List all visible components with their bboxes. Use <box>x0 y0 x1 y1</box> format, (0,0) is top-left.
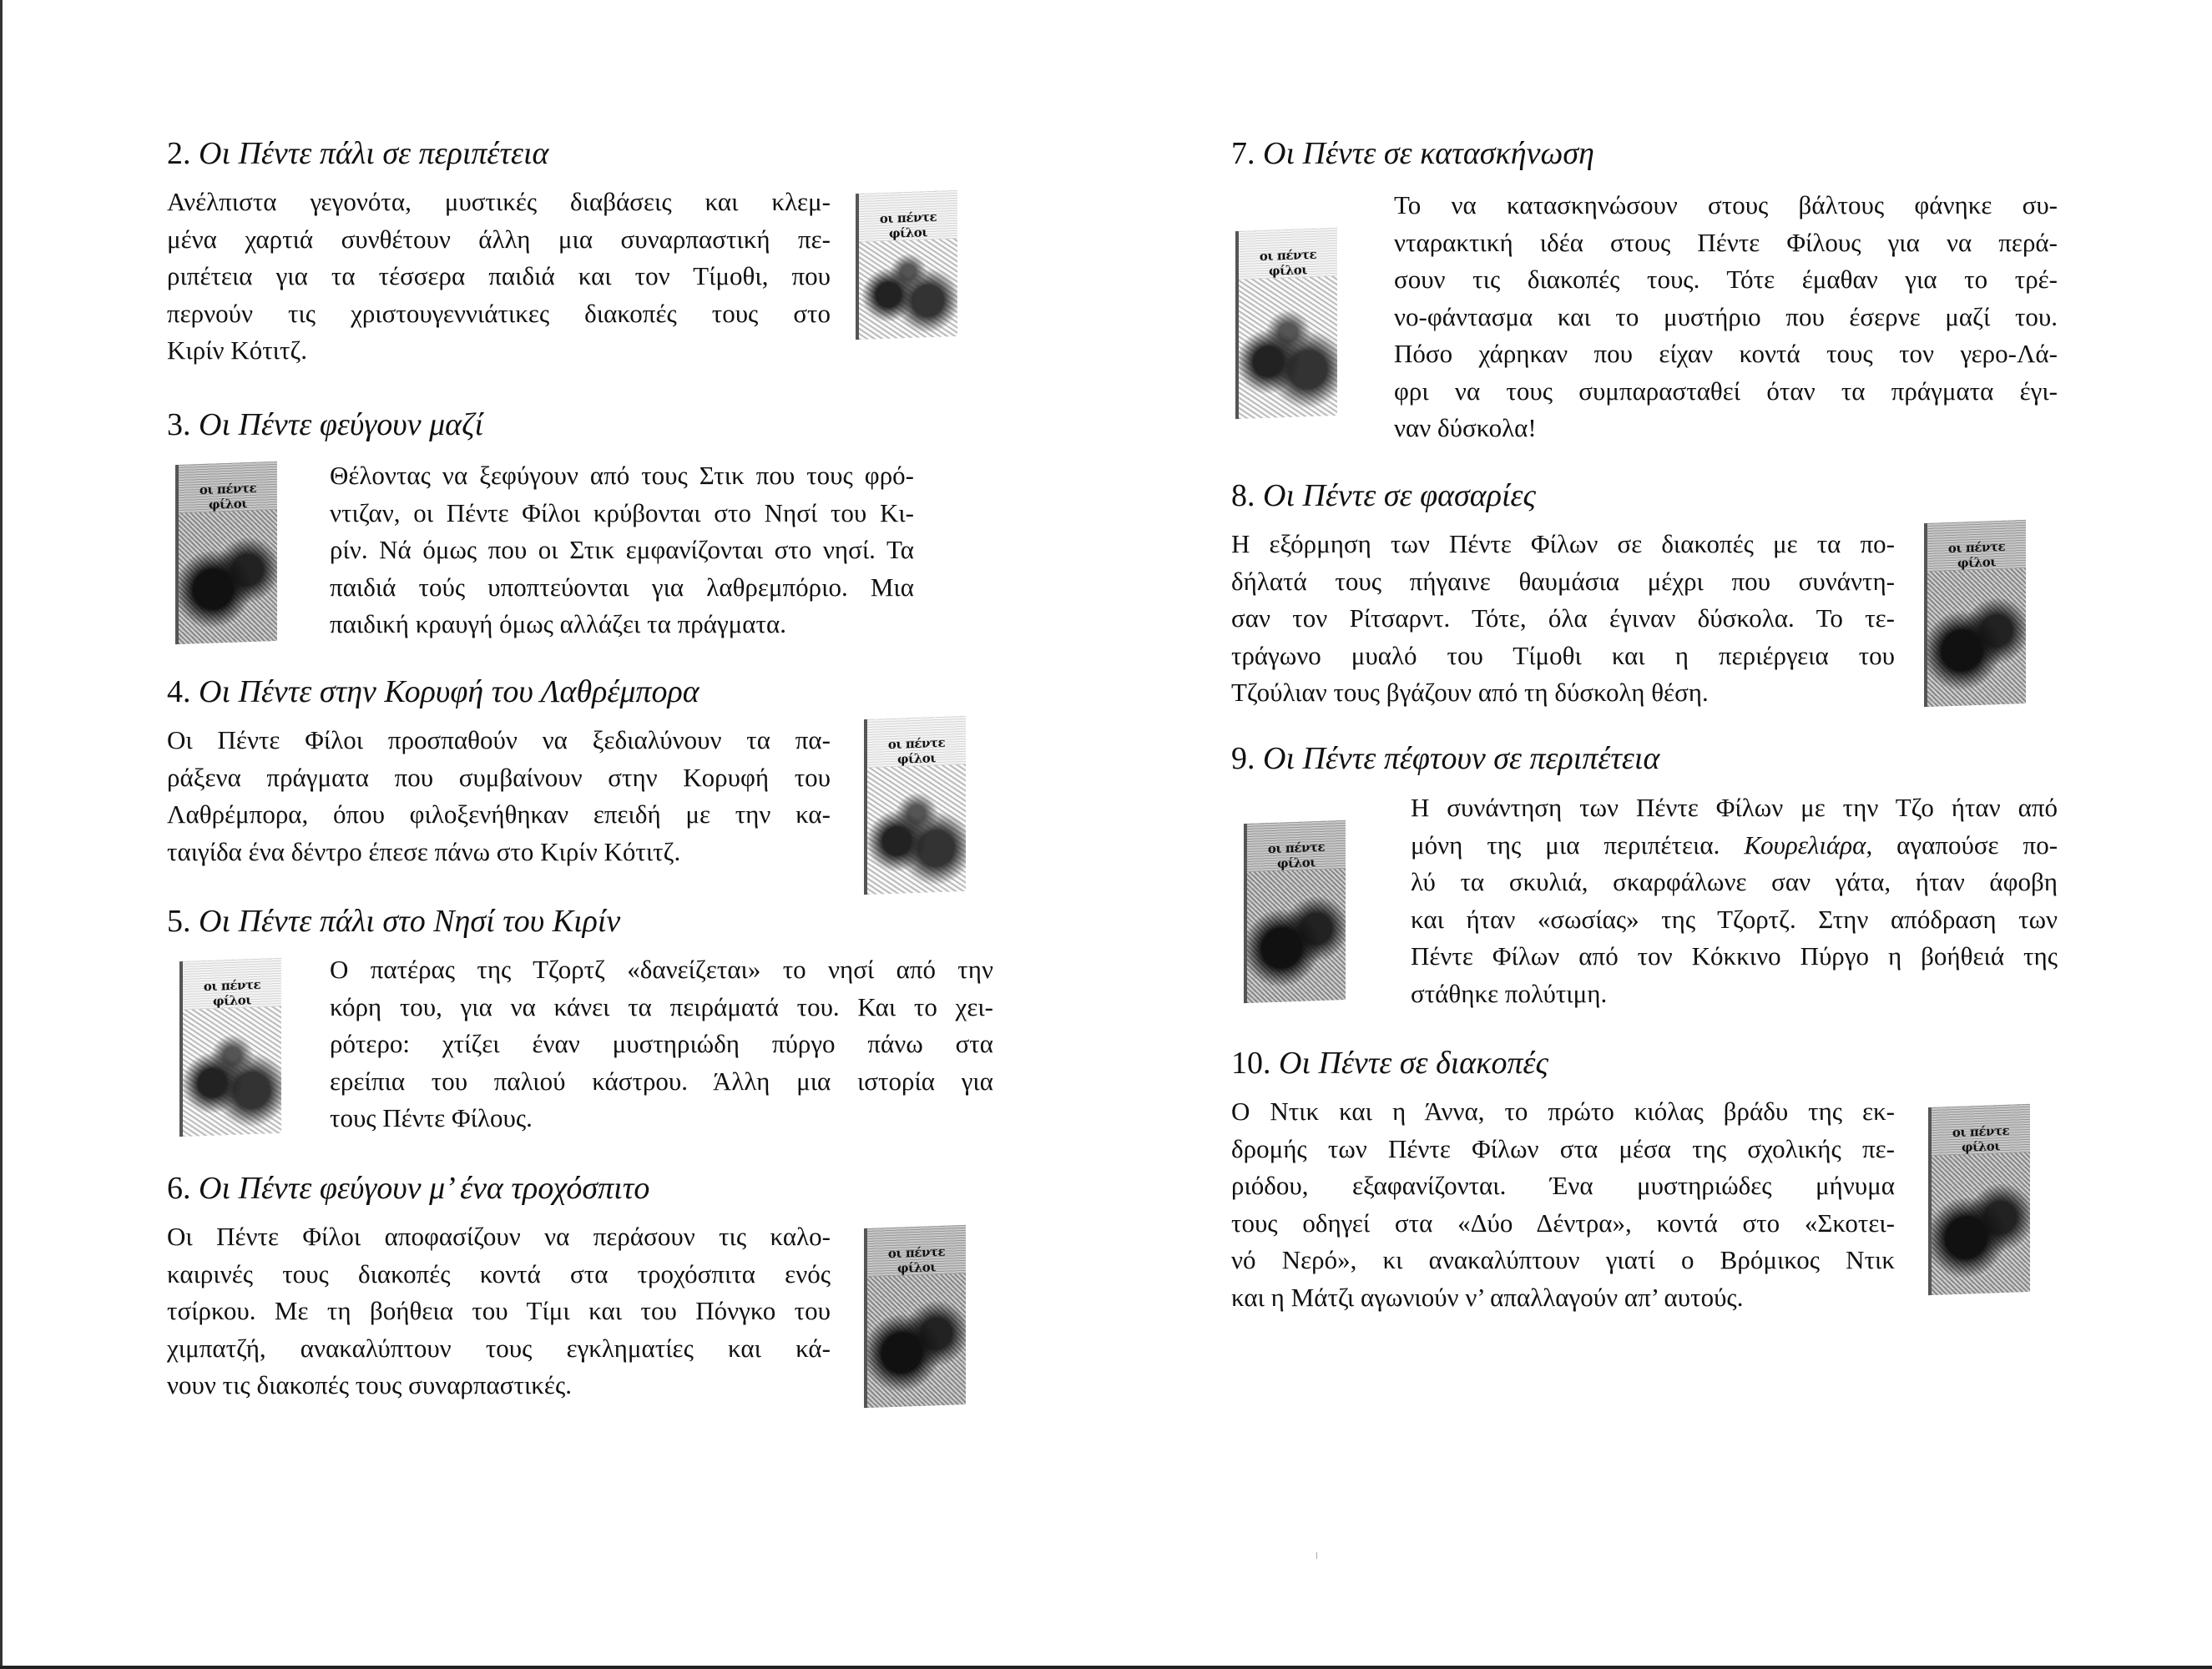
entry-title <box>1231 134 2066 174</box>
text-line: παιδιά τούς υποπτεύονται για λαθρεμπόριο. Μια <box>330 572 914 602</box>
entry-description <box>167 184 831 370</box>
text-line: ντιζαν, οι Πέντε Φίλοι κρύβονται στο Νησί του Κι- <box>330 497 914 527</box>
book-cover-image <box>856 190 957 340</box>
text-line: ρότερο: χτίζει έναν μυστηριώδη πύργο πάνω στα <box>330 1029 993 1058</box>
book-entry-2 <box>167 134 918 370</box>
scan-edge <box>0 1666 2212 1669</box>
text-line: παιδική κραυγή όμως αλλάζει τα πράγματα. <box>330 609 786 638</box>
text-line: Οι Πέντε Φίλοι αποφασίζουν να περάσουν τις καλο- <box>167 1222 831 1251</box>
text-line: Τζούλιαν τους βγάζουν από τη δύσκολη θέση. <box>1231 678 1709 707</box>
entry-number: 7. <box>1231 136 1255 171</box>
cover-logo: οι πέντε φίλοι <box>1947 538 2006 571</box>
entry-number: 5. <box>167 904 191 939</box>
text-line: τους οδηγεί στα «Δύο Δέντρα», κοντά στο «Σκοτει- <box>1231 1208 1895 1238</box>
text-line: ναν δύσκολα! <box>1394 413 1537 442</box>
text-line: λύ τα σκυλιά, σκαρφάλωνε σαν γάτα, ήταν άφοβη <box>1411 867 2058 896</box>
entry-description <box>1231 1093 1895 1316</box>
entry-description <box>1231 526 1895 712</box>
text-line: νταρακτική ιδέα στους Πέντε Φίλους για να περά- <box>1394 227 2058 257</box>
entry-description <box>1394 187 2058 447</box>
entry-description <box>1411 789 2058 1012</box>
entry-description <box>167 722 831 870</box>
text-line: νουν τις διακοπές τους συναρπαστικές. <box>167 1370 572 1399</box>
text-line: Λαθρέμπορα, όπου φιλοξενήθηκαν επειδή με την κα- <box>167 799 831 829</box>
text-line <box>1411 827 2058 865</box>
entry-title <box>1231 739 2066 779</box>
entry-description <box>330 951 993 1137</box>
text-line: τράγωνο μυαλό του Τίμοθι και η περιέργεια του <box>1231 640 1895 670</box>
entry-title-text: Οι Πέντε πάλι στο Νησί του Κιρίν <box>199 904 621 939</box>
book-cover-image <box>179 958 281 1137</box>
entry-number: 2. <box>167 136 191 171</box>
entry-title-text: Οι Πέντε στην Κορυφή του Λαθρέμπορα <box>199 674 699 709</box>
right-page <box>1106 0 2212 1669</box>
entry-number: 3. <box>167 407 191 442</box>
text-line: μένα χαρτιά συνθέτουν άλλη μια συναρπαστική πε- <box>167 224 831 254</box>
entry-title-text: Οι Πέντε πέφτουν σε περιπέτεια <box>1263 741 1660 776</box>
text-line: Ο πατέρας της Τζορτζ «δανείζεται» το νησί από την <box>330 955 993 984</box>
text-line: Ανέλπιστα γεγονότα, μυστικές διαβάσεις και κλεμ- <box>167 187 831 216</box>
text-line: κόρη του, για να κάνει τα πειράματά του. Και το χει- <box>330 991 993 1021</box>
book-cover-image <box>175 461 277 644</box>
text-line: ριόδου, εξαφανίζονται. Ένα μυστηριώδες μήνυμα <box>1231 1171 1895 1200</box>
entry-title-text: Οι Πέντε σε κατασκήνωση <box>1263 136 1594 171</box>
cover-logo: οι πέντε φίλοι <box>203 976 261 1009</box>
cover-logo: οι πέντε φίλοι <box>199 480 257 512</box>
text-line: στάθηκε πολύτιμη. <box>1411 978 1608 1008</box>
entry-title <box>1231 476 2066 516</box>
text-fragment: , αγαπούσε πο- <box>1866 829 2058 860</box>
text-line: τους Πέντε Φίλους. <box>330 1103 533 1132</box>
text-line: Οι Πέντε Φίλοι προσπαθούν να ξεδιαλύνουν τα πα- <box>167 725 831 754</box>
text-line: ρίν. Νά όμως που οι Στικ εμφανίζονται στο νησί. Τα <box>330 535 914 564</box>
entry-description <box>330 457 914 643</box>
entry-title-text: Οι Πέντε πάλι σε περιπέτεια <box>199 136 549 171</box>
cover-logo: οι πέντε φίλοι <box>1267 839 1326 871</box>
entry-title <box>167 134 918 174</box>
text-line: ράξενα πράγματα που συμβαίνουν στην Κορυφή του <box>167 762 831 792</box>
cover-logo: οι πέντε φίλοι <box>879 209 937 241</box>
text-line: ριπέτεια για τα τέσσερα παιδιά και τον Τίμοθι, που <box>167 261 831 290</box>
cover-logo: οι πέντε φίλοι <box>887 1243 946 1276</box>
text-line: τσίρκου. Με τη βοήθεια του Τίμι και του Πόνγκο του <box>167 1296 831 1325</box>
entry-title <box>167 901 1002 941</box>
entry-title-text: Οι Πέντε σε διακοπές <box>1279 1046 1548 1081</box>
book-cover-image <box>1244 820 1346 1003</box>
text-line: φρι να τους συμπαρασταθεί όταν τα πράγματα έγι- <box>1394 376 2058 406</box>
entry-title-text: Οι Πέντε φεύγουν μαζί <box>199 407 484 442</box>
book-cover-image <box>864 1225 966 1408</box>
text-line: Η συνάντηση των Πέντε Φίλων με την Τζο ήταν από <box>1411 793 2058 822</box>
entry-number: 10. <box>1231 1046 1271 1081</box>
entry-number: 6. <box>167 1171 191 1206</box>
text-fragment: μόνη της μια περιπέτεια. <box>1411 829 1720 860</box>
scan-speck <box>1316 1552 1317 1559</box>
text-line: Πόσο χάρηκαν που είχαν κοντά τους τον γερο-Λά- <box>1394 339 2058 368</box>
book-entry-5 <box>167 901 1002 941</box>
entry-title-text: Οι Πέντε σε φασαρίες <box>1263 478 1536 513</box>
entry-number: 9. <box>1231 741 1255 776</box>
text-line: περνούν τις χριστουγεννιάτικες διακοπές τους στο <box>167 298 831 328</box>
entry-title <box>167 405 1002 445</box>
text-line: ταιγίδα ένα δέντρο έπεσε πάνω στο Κιρίν Κότιτζ. <box>167 836 681 866</box>
entry-number: 8. <box>1231 478 1255 513</box>
entry-title <box>167 1168 1002 1208</box>
text-line: χιμπατζή, ανακαλύπτουν τους εγκληματίες και κά- <box>167 1333 831 1363</box>
text-line: Ο Ντικ και η Άννα, το πρώτο κιόλας βράδυ της εκ- <box>1231 1097 1895 1126</box>
book-cover-image <box>1928 1104 2030 1295</box>
book-entry-7 <box>1231 134 2066 174</box>
italic-name: Κουρελιάρα <box>1744 829 1866 860</box>
book-cover-image <box>1235 228 1337 419</box>
text-line: νό Νερό», κι ανακαλύπτουν γιατί ο Βρόμικος Ντικ <box>1231 1245 1895 1274</box>
text-line: Το να κατασκηνώσουν στους βάλτους φάνηκε συ- <box>1394 190 2058 219</box>
cover-logo: οι πέντε φίλοι <box>1259 246 1317 279</box>
text-line: καιρινές τους διακοπές κοντά στα τροχόσπιτα ενός <box>167 1258 831 1288</box>
text-line: δήλατά τους πήγαινε θαυμάσια μέχρι που συνάντη- <box>1231 566 1895 596</box>
cover-logo: οι πέντε φίλοι <box>887 734 946 767</box>
text-line: σαν τον Ρίτσαρντ. Τότε, όλα έγιναν δύσκολα. Το τε- <box>1231 603 1895 633</box>
entry-title <box>1231 1043 2066 1083</box>
text-line: σουν τις διακοπές τους. Τότε έμαθαν για το τρέ- <box>1394 265 2058 294</box>
text-line: και η Μάτζι αγωνιούν ν’ απαλλαγούν απ’ αυτούς. <box>1231 1282 1744 1312</box>
text-line: νο-φάντασμα και το μυστήριο που έσερνε μαζί του. <box>1394 301 2058 331</box>
cover-logo: οι πέντε φίλοι <box>1952 1122 2010 1155</box>
entry-description <box>167 1218 831 1404</box>
book-entry-3 <box>167 405 1002 445</box>
text-line: Πέντε Φίλων από τον Κόκκινο Πύργο η βοήθειά της <box>1411 941 2058 971</box>
text-line: Θέλοντας να ξεφύγουν από τους Στικ που τους φρό- <box>330 461 914 490</box>
text-line: δρομής των Πέντε Φίλων στα μέσα της σχολικής πε- <box>1231 1133 1895 1163</box>
entry-title-text: Οι Πέντε φεύγουν μ’ ένα τροχόσπιτο <box>199 1171 650 1206</box>
entry-title <box>167 672 1002 712</box>
book-entry-9 <box>1231 739 2066 779</box>
text-line: ερείπια του παλιού κάστρου. Άλλη μια ιστορία για <box>330 1066 993 1096</box>
text-line: Η εξόρμηση των Πέντε Φίλων σε διακοπές με τα πο- <box>1231 529 1895 558</box>
book-cover-image <box>1924 520 2026 707</box>
text-line: Κιρίν Κότιτζ. <box>167 335 308 365</box>
entry-number: 4. <box>167 674 191 709</box>
book-cover-image <box>864 716 966 895</box>
text-line: και ήταν «σωσίας» της Τζορτζ. Στην απόδραση των <box>1411 904 2058 934</box>
